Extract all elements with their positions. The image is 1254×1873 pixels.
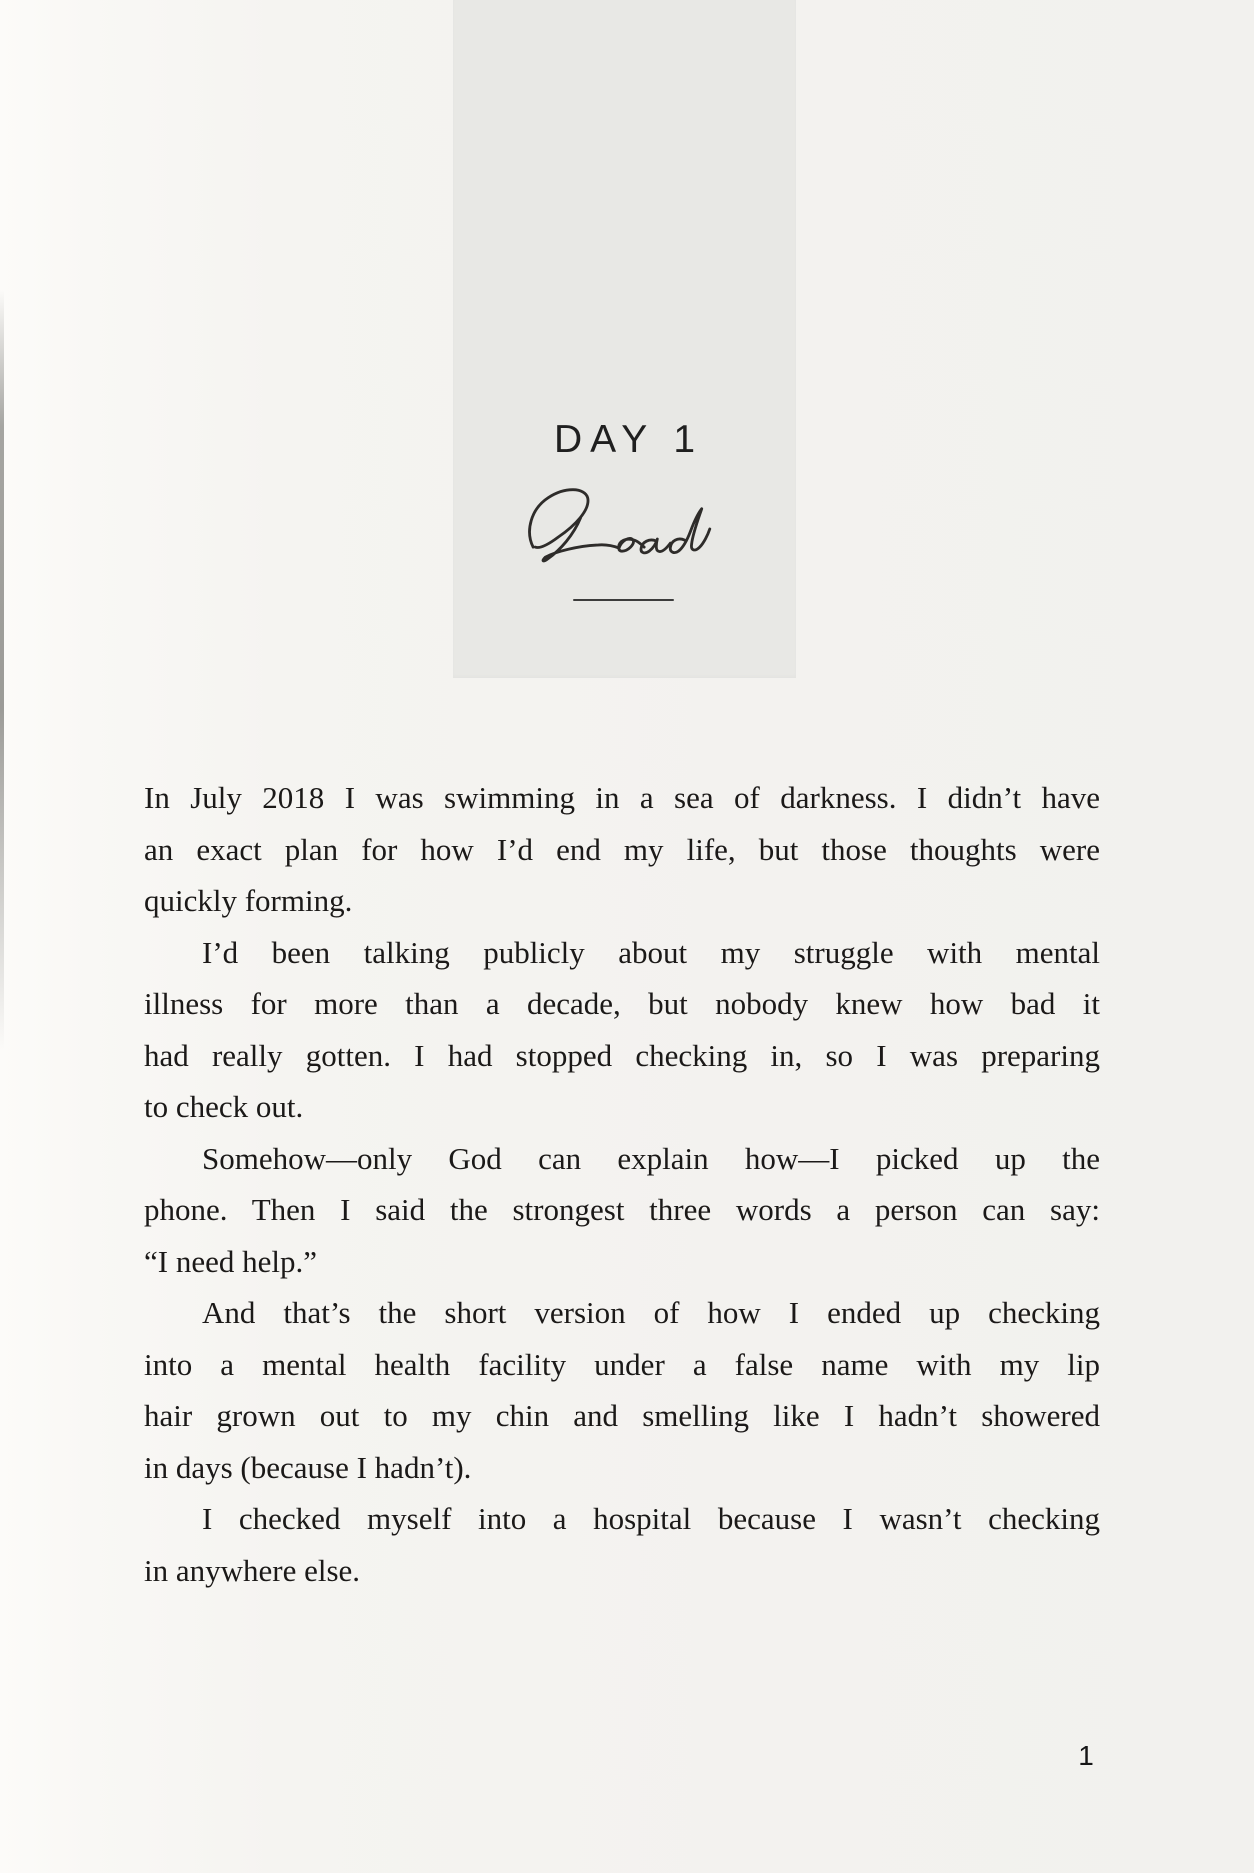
body-text-line: an exact plan for how I’d end my life, but those thoughts were	[144, 831, 1100, 867]
body-text-line: I checked myself into a hospital because I wasn’t checking	[202, 1501, 1100, 1536]
section-divider-rule	[573, 599, 674, 601]
body-text-line: in days (because I hadn’t).	[144, 1449, 472, 1485]
body-text-line: Somehow—only God can explain how—I picked up the	[202, 1140, 1100, 1176]
body-text-line: And that’s the short version of how I ended up checking	[202, 1295, 1100, 1330]
body-text-line: quickly forming.	[144, 883, 353, 918]
body-text-line: had really gotten. I had stopped checking in, so I was preparing	[144, 1037, 1100, 1073]
body-text-line: phone. Then I said the strongest three words a person can say:	[144, 1192, 1100, 1227]
body-text-line: In July 2018 I was swimming in a sea of darkness. I didn’t have	[144, 780, 1100, 815]
body-text-block	[144, 772, 1100, 1596]
page-number: 1	[1078, 1740, 1094, 1771]
body-text-line: in anywhere else.	[144, 1552, 361, 1588]
chapter-day-label: DAY 1	[553, 418, 704, 461]
body-text-line: hair grown out to my chin and smelling like I hadn’t showered	[144, 1398, 1100, 1433]
page-scan-edge	[0, 290, 4, 1050]
body-text-line: “I need help.”	[144, 1243, 317, 1279]
body-text-line: illness for more than a decade, but nobody knew how bad it	[144, 986, 1100, 1021]
body-text-line: into a mental health facility under a false name with my lip	[144, 1346, 1100, 1382]
handwritten-read-script	[520, 484, 732, 586]
body-text-line: to check out.	[144, 1089, 304, 1124]
body-text-line: I’d been talking publicly about my struggle with mental	[202, 934, 1100, 970]
